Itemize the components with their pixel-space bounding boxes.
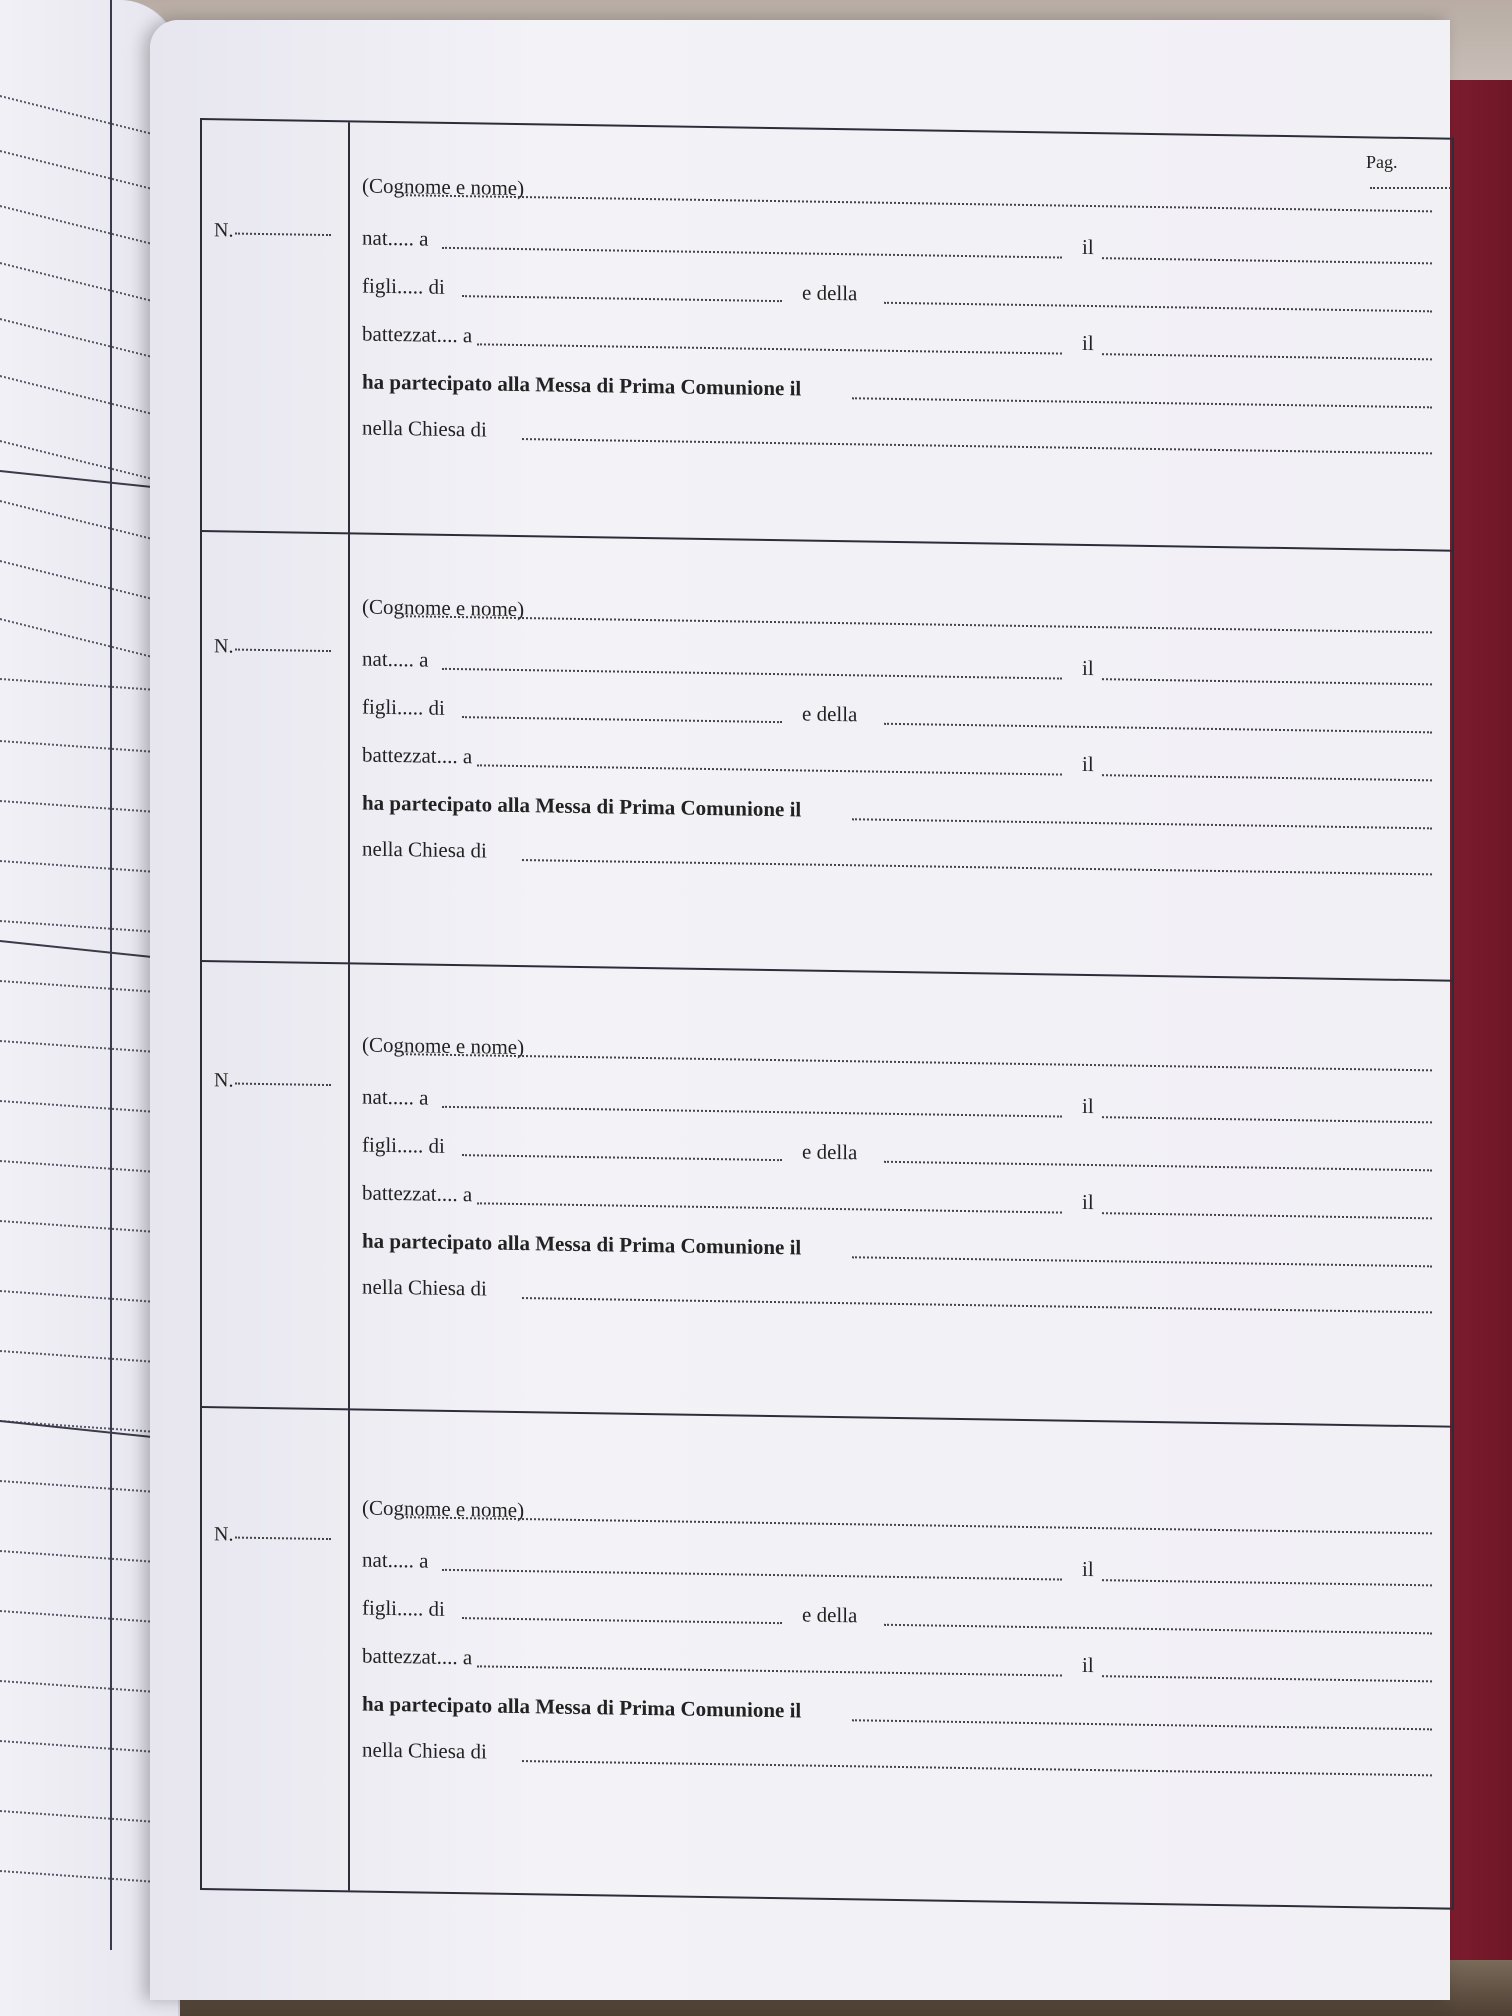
baptized-input-line[interactable] bbox=[477, 343, 1062, 354]
date-input-line[interactable] bbox=[1102, 353, 1432, 360]
born-input-line[interactable] bbox=[442, 1106, 1062, 1118]
name-input-line[interactable] bbox=[402, 1516, 1432, 1534]
entry-number-column bbox=[202, 1408, 350, 1890]
page-label: Pag. bbox=[1366, 152, 1398, 172]
date-label: il bbox=[1082, 751, 1094, 777]
communion-input-line[interactable] bbox=[852, 397, 1432, 408]
entry-number-field[interactable] bbox=[235, 649, 331, 653]
children-text: figli..... di bbox=[362, 694, 445, 720]
children-input-line[interactable] bbox=[462, 295, 782, 302]
register-entry bbox=[200, 118, 1454, 552]
entry-number bbox=[214, 635, 331, 660]
mother-input-line[interactable] bbox=[884, 1161, 1432, 1172]
church-text: nella Chiesa di bbox=[362, 836, 487, 863]
register-entry bbox=[200, 530, 1454, 982]
communion-input-line[interactable] bbox=[852, 1256, 1432, 1267]
church-text: nella Chiesa di bbox=[362, 1274, 487, 1301]
name-input-line[interactable] bbox=[402, 615, 1432, 633]
baptized-input-line[interactable] bbox=[477, 1202, 1062, 1213]
date-label: il bbox=[1082, 1189, 1094, 1215]
born-label bbox=[362, 1085, 428, 1111]
entry-number bbox=[214, 1069, 331, 1094]
baptized-label bbox=[362, 1181, 472, 1208]
name-input-line[interactable] bbox=[402, 194, 1432, 212]
entry-number bbox=[214, 1523, 331, 1548]
register-entry bbox=[200, 1406, 1454, 1910]
church-label bbox=[362, 837, 487, 864]
children-label bbox=[362, 1133, 445, 1159]
church-input-line[interactable] bbox=[522, 438, 1432, 454]
children-input-line[interactable] bbox=[462, 1617, 782, 1624]
born-input-line[interactable] bbox=[442, 247, 1062, 259]
mother-label: e della bbox=[802, 701, 858, 727]
born-text: nat..... a bbox=[362, 646, 429, 672]
communion-input-line[interactable] bbox=[852, 1719, 1432, 1730]
mother-input-line[interactable] bbox=[884, 723, 1432, 734]
communion-register-table bbox=[200, 118, 1462, 1938]
date-label: il bbox=[1082, 234, 1094, 260]
baptized-label bbox=[362, 322, 472, 349]
name-input-line[interactable] bbox=[402, 1053, 1432, 1071]
register-entry bbox=[200, 960, 1454, 1428]
date-input-line[interactable] bbox=[1102, 1212, 1432, 1219]
entry-number-column bbox=[202, 532, 350, 964]
date-label: il bbox=[1082, 330, 1094, 356]
date-label: il bbox=[1082, 1556, 1094, 1582]
date-input-line[interactable] bbox=[1102, 1675, 1432, 1682]
mother-label: e della bbox=[802, 1602, 858, 1628]
born-text: nat..... a bbox=[362, 1547, 429, 1573]
entry-number bbox=[214, 219, 331, 244]
born-label bbox=[362, 647, 428, 673]
entry-number-label: N. bbox=[214, 1523, 234, 1546]
name-text: (Cognome e nome) bbox=[362, 1032, 525, 1060]
left-page-frame bbox=[0, 0, 112, 1950]
born-text: nat..... a bbox=[362, 1084, 429, 1110]
baptized-text: battezzat.... a bbox=[362, 321, 473, 348]
born-text: nat..... a bbox=[362, 225, 429, 251]
date-label: il bbox=[1082, 1652, 1094, 1678]
entry-number-column bbox=[202, 962, 350, 1410]
communion-input-line[interactable] bbox=[852, 818, 1432, 829]
children-text: figli..... di bbox=[362, 1595, 445, 1621]
communion-label bbox=[362, 1229, 801, 1261]
date-input-line[interactable] bbox=[1102, 257, 1432, 264]
church-text: nella Chiesa di bbox=[362, 415, 487, 442]
communion-label bbox=[362, 370, 801, 402]
date-input-line[interactable] bbox=[1102, 1579, 1432, 1586]
born-label bbox=[362, 226, 428, 252]
entry-number-field[interactable] bbox=[235, 1083, 331, 1087]
church-label bbox=[362, 1275, 487, 1302]
date-input-line[interactable] bbox=[1102, 678, 1432, 685]
church-text: nella Chiesa di bbox=[362, 1737, 487, 1764]
mother-label: e della bbox=[802, 280, 858, 306]
children-label bbox=[362, 274, 445, 300]
church-label bbox=[362, 1738, 487, 1765]
date-label: il bbox=[1082, 655, 1094, 681]
communion-text: ha partecipato alla Messa di Prima Comunione il bbox=[362, 369, 802, 401]
baptized-label bbox=[362, 1644, 472, 1671]
entry-number-field[interactable] bbox=[235, 233, 331, 237]
baptized-input-line[interactable] bbox=[477, 1665, 1062, 1676]
baptized-input-line[interactable] bbox=[477, 764, 1062, 775]
baptized-text: battezzat.... a bbox=[362, 1180, 473, 1207]
baptized-text: battezzat.... a bbox=[362, 1643, 473, 1670]
mother-label: e della bbox=[802, 1139, 858, 1165]
communion-label bbox=[362, 791, 801, 823]
entry-number-label: N. bbox=[214, 1069, 234, 1092]
communion-text: ha partecipato alla Messa di Prima Comunione il bbox=[362, 1691, 802, 1723]
mother-input-line[interactable] bbox=[884, 1624, 1432, 1635]
name-text: (Cognome e nome) bbox=[362, 1495, 525, 1523]
children-text: figli..... di bbox=[362, 1132, 445, 1158]
mother-input-line[interactable] bbox=[884, 302, 1432, 313]
children-text: figli..... di bbox=[362, 273, 445, 299]
entry-number-field[interactable] bbox=[235, 1537, 331, 1541]
born-input-line[interactable] bbox=[442, 668, 1062, 680]
baptized-text: battezzat.... a bbox=[362, 742, 473, 769]
communion-label bbox=[362, 1692, 801, 1724]
born-input-line[interactable] bbox=[442, 1569, 1062, 1581]
communion-text: ha partecipato alla Messa di Prima Comunione il bbox=[362, 790, 802, 822]
name-text: (Cognome e nome) bbox=[362, 173, 525, 201]
church-label bbox=[362, 416, 487, 443]
children-input-line[interactable] bbox=[462, 716, 782, 723]
born-label bbox=[362, 1548, 428, 1574]
children-label bbox=[362, 695, 445, 721]
church-input-line[interactable] bbox=[522, 1760, 1432, 1776]
entry-number-column bbox=[202, 120, 350, 534]
date-input-line[interactable] bbox=[1102, 774, 1432, 781]
date-label: il bbox=[1082, 1093, 1094, 1119]
church-input-line[interactable] bbox=[522, 859, 1432, 875]
entry-number-label: N. bbox=[214, 635, 234, 658]
baptized-label bbox=[362, 743, 472, 770]
communion-text: ha partecipato alla Messa di Prima Comunione il bbox=[362, 1228, 802, 1260]
children-input-line[interactable] bbox=[462, 1154, 782, 1161]
entry-number-label: N. bbox=[214, 219, 234, 242]
date-input-line[interactable] bbox=[1102, 1116, 1432, 1123]
church-input-line[interactable] bbox=[522, 1297, 1432, 1313]
children-label bbox=[362, 1596, 445, 1622]
name-text: (Cognome e nome) bbox=[362, 594, 525, 622]
